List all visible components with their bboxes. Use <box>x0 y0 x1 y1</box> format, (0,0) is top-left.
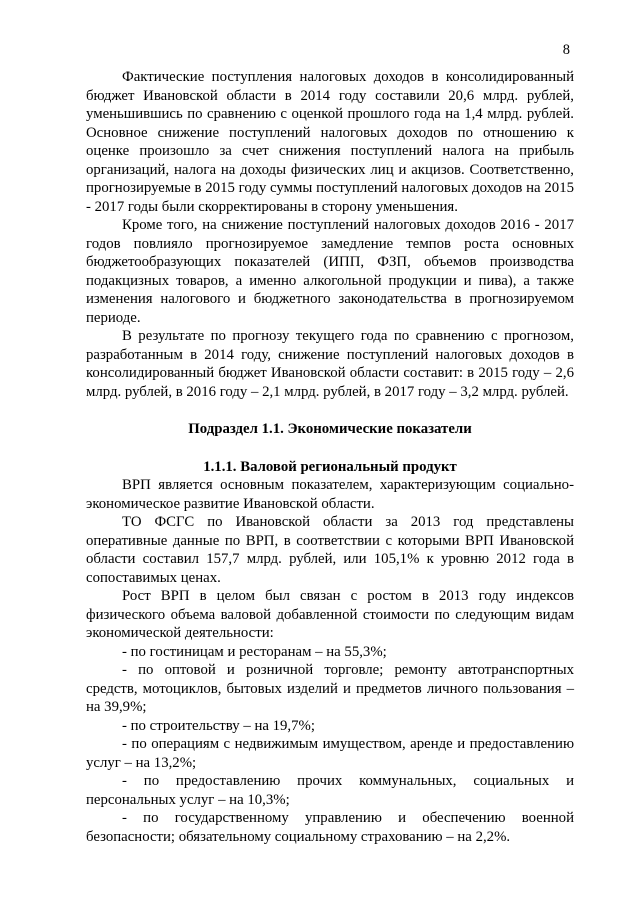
page-number: 8 <box>562 42 570 58</box>
list-item: - по гостиницам и ресторанам – на 55,3%; <box>122 643 387 660</box>
paragraph-vrp-growth: Рост ВРП в целом был связан с ростом в 2013 году индексов физического объема валовой добавленной стоимости по следующим видам экономической деятельности: <box>86 588 574 641</box>
list-item: - по предоставлению прочих коммунальных, социальных и персональных услуг – на 10,3%; <box>86 773 574 808</box>
list-item: - по оптовой и розничной торговле; ремонту автотранспортных средств, мотоциклов, бытовых изделий и предметов личного пользования – на 39,9%; <box>86 662 574 715</box>
paragraph-tax-revenue: Фактические поступления налоговых доходов в консолидированный бюджет Ивановской области в 2014 году составили 20,6 млрд. рублей, уменьшившись по сравнению с оценкой прошлого года на 1,4 млрд. рублей. Основное снижение поступлений налоговых доходов по отношению к оценке произошло за счет снижения поступлений налога на прибыль организаций, налога на доходы физических лиц и акцизов. Соответственно, прогнозируемые в 2015 году суммы поступлений налоговых доходов на 2015 - 2017 годы были скорректированы в сторону уменьшения. <box>86 69 574 215</box>
paragraph-vrp-definition: ВРП является основным показателем, характеризующим социально-экономическое развитие Ивановской области. <box>86 477 574 512</box>
list-item: - по операциям с недвижимым имуществом, аренде и предоставлению услуг – на 13,2%; <box>86 736 574 771</box>
section-title: 1.1.1. Валовой региональный продукт <box>203 458 457 475</box>
paragraph-vrp-2013: ТО ФСГС по Ивановской области за 2013 год представлены оперативные данные по ВРП, в соответствии с которыми ВРП Ивановской области составил 157,7 млрд. рублей, или 105,1% к уровню 2012 года в сопоставимых ценах. <box>86 514 574 586</box>
subsection-title: Подраздел 1.1. Экономические показатели <box>188 421 472 437</box>
paragraph-forecast-result: В результате по прогнозу текущего года по сравнению с прогнозом, разработанным в 2014 году, снижение поступлений налоговых доходов в консолидированный бюджет Ивановской области составит: в 2015 году – 2,6 млрд. рублей, в 2016 году – 2,1 млрд. рублей, в 2017 году – 3,2 млрд. рублей. <box>86 328 574 400</box>
list-item: - по строительству – на 19,7%; <box>122 717 315 734</box>
paragraph-tax-decline-factors: Кроме того, на снижение поступлений налоговых доходов 2016 - 2017 годов повлияло прогнозируемое замедление темпов роста основных бюджетообразующих показателей (ИПП, ФЗП, объемов производства подакцизных товаров, а именно алкогольной продукции и пива), а также изменения налогового и бюджетного законодательства в прогнозируемом периоде. <box>86 217 574 326</box>
page-content <box>86 68 574 846</box>
list-item: - по государственному управлению и обеспечению военной безопасности; обязательному социальному страхованию – на 2,2%. <box>86 810 574 845</box>
